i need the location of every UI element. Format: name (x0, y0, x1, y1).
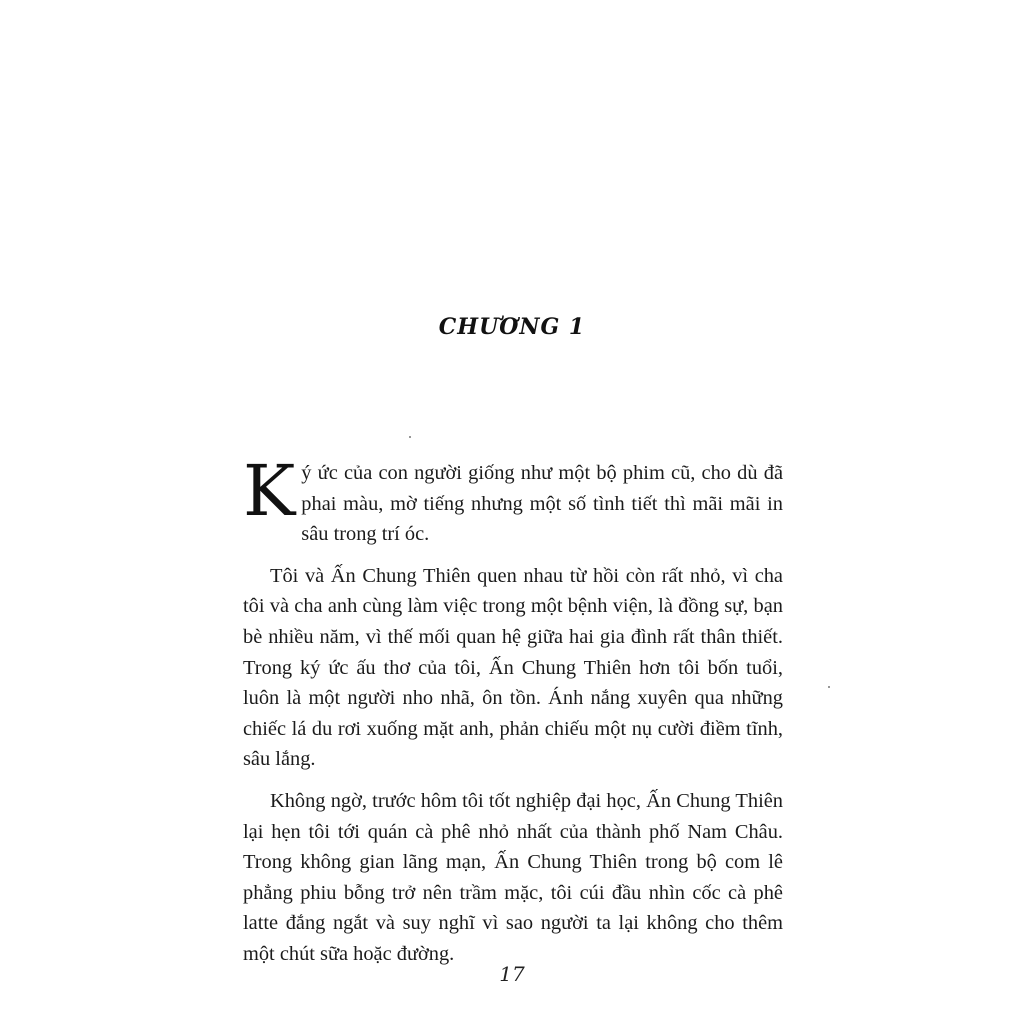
drop-cap: K (243, 450, 296, 532)
scan-speck (409, 436, 411, 438)
paragraph-1 (243, 450, 783, 550)
chapter-body (243, 450, 783, 981)
page-number: 17 (499, 962, 525, 986)
paragraph-1-text: ý ức của con người giống như một bộ phim cũ, cho dù đã phai màu, mờ tiếng nhưng một số tình tiết thì mãi mãi in sâu trong trí óc. (301, 462, 783, 546)
paragraph-2: Tôi và Ấn Chung Thiên quen nhau từ hồi còn rất nhỏ, vì cha tôi và cha anh cùng làm việc trong một bệnh viện, là đồng sự, bạn bè nhiều năm, vì thế mối quan hệ giữa hai gia đình rất thân thiết. Trong ký ức ấu thơ của tôi, Ấn Chung Thiên hơn tôi bốn tuổi, luôn là một người nho nhã, ôn tồn. Ánh nắng xuyên qua những chiếc lá du rơi xuống mặt anh, phản chiếu một nụ cười điềm tĩnh, sâu lắng. (243, 564, 783, 771)
chapter-title: CHƯƠNG 1 (438, 314, 586, 340)
paragraph-3: Không ngờ, trước hôm tôi tốt nghiệp đại học, Ấn Chung Thiên lại hẹn tôi tới quán cà phê nhỏ nhất của thành phố Nam Châu. Trong không gian lãng mạn, Ấn Chung Thiên trong bộ com lê phẳng phiu bỗng trở nên trầm mặc, tôi cúi đầu nhìn cốc cà phê latte đắng ngắt và suy nghĩ vì sao người ta lại không cho thêm một chút sữa hoặc đường. (243, 789, 783, 965)
scan-speck (828, 686, 830, 688)
